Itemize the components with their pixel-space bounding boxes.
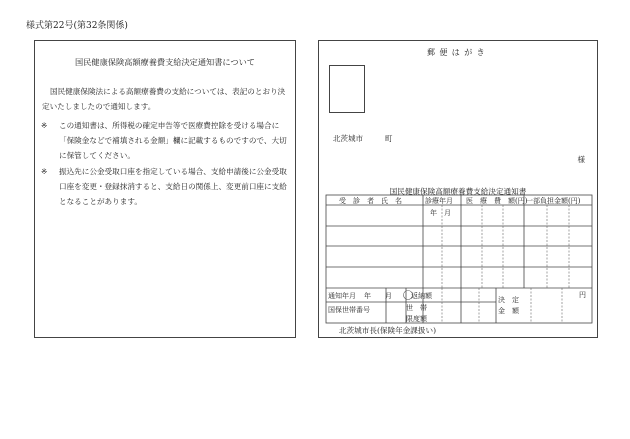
yen-unit: 円: [579, 291, 586, 299]
postcard-title: 郵便はがき: [427, 48, 489, 57]
note-deduction: [41, 119, 293, 163]
form-number: 様式第22号(第32条関係): [26, 21, 128, 31]
note-deduction-text: この通知書は、所得税の確定申告等で医療費控除を受ける場合に「保険金などで補填される金額」欄に記載するものですので、大切に保管してください。: [59, 121, 287, 160]
explanation-paragraph: 国民健康保険法による高額療養費の支給については、表記のとおり決定いたしましたので通知します。: [42, 87, 286, 111]
address-town: 町: [385, 134, 393, 143]
header-copay: 一部負担金額(円): [526, 197, 581, 205]
stamp-box: [329, 65, 365, 113]
note-marker: ※: [41, 121, 48, 130]
year-month-label: 年 月: [430, 209, 451, 217]
notice-date-value: 年 月: [364, 292, 392, 300]
note-account-text: 振込先に公金受取口座を指定している場合、支給申請後に公金受取口座を変更・登録抹消すると、支給日の関係上、変更前口座に支給となることがあります。: [59, 167, 287, 206]
recipient-address: [333, 133, 393, 144]
notice-title: 国民健康保険高額療養費支給決定通知書: [389, 187, 527, 196]
limit-label: 限度額: [406, 315, 427, 323]
refund-label: 返納額: [411, 292, 432, 300]
household-label: 世 帯: [406, 304, 427, 312]
notice-explanation-panel: [34, 40, 296, 338]
explanation-title: 国民健康保険高額療養費支給決定通知書について: [75, 57, 255, 67]
header-patient-name: 受 診 者 氏 名: [339, 197, 402, 205]
notice-date-label: 通知年月: [328, 292, 356, 300]
decision-label-2: 金 額: [498, 307, 519, 315]
address-city: 北茨城市: [333, 134, 363, 143]
decision-label-1: 決 定: [498, 296, 519, 304]
header-visit-month: 診療年月: [425, 197, 453, 205]
insurance-number-label: 国保世帯番号: [328, 306, 370, 314]
honorific: 様: [577, 155, 585, 164]
notice-table: [326, 195, 592, 323]
table-border: [326, 195, 592, 323]
note-account: [41, 165, 293, 209]
issuer-footer: 北茨城市長(保険年金課扱い): [339, 326, 437, 335]
note-marker: ※: [41, 167, 48, 176]
header-medical-cost: 医 療 費 額(円): [466, 197, 528, 205]
